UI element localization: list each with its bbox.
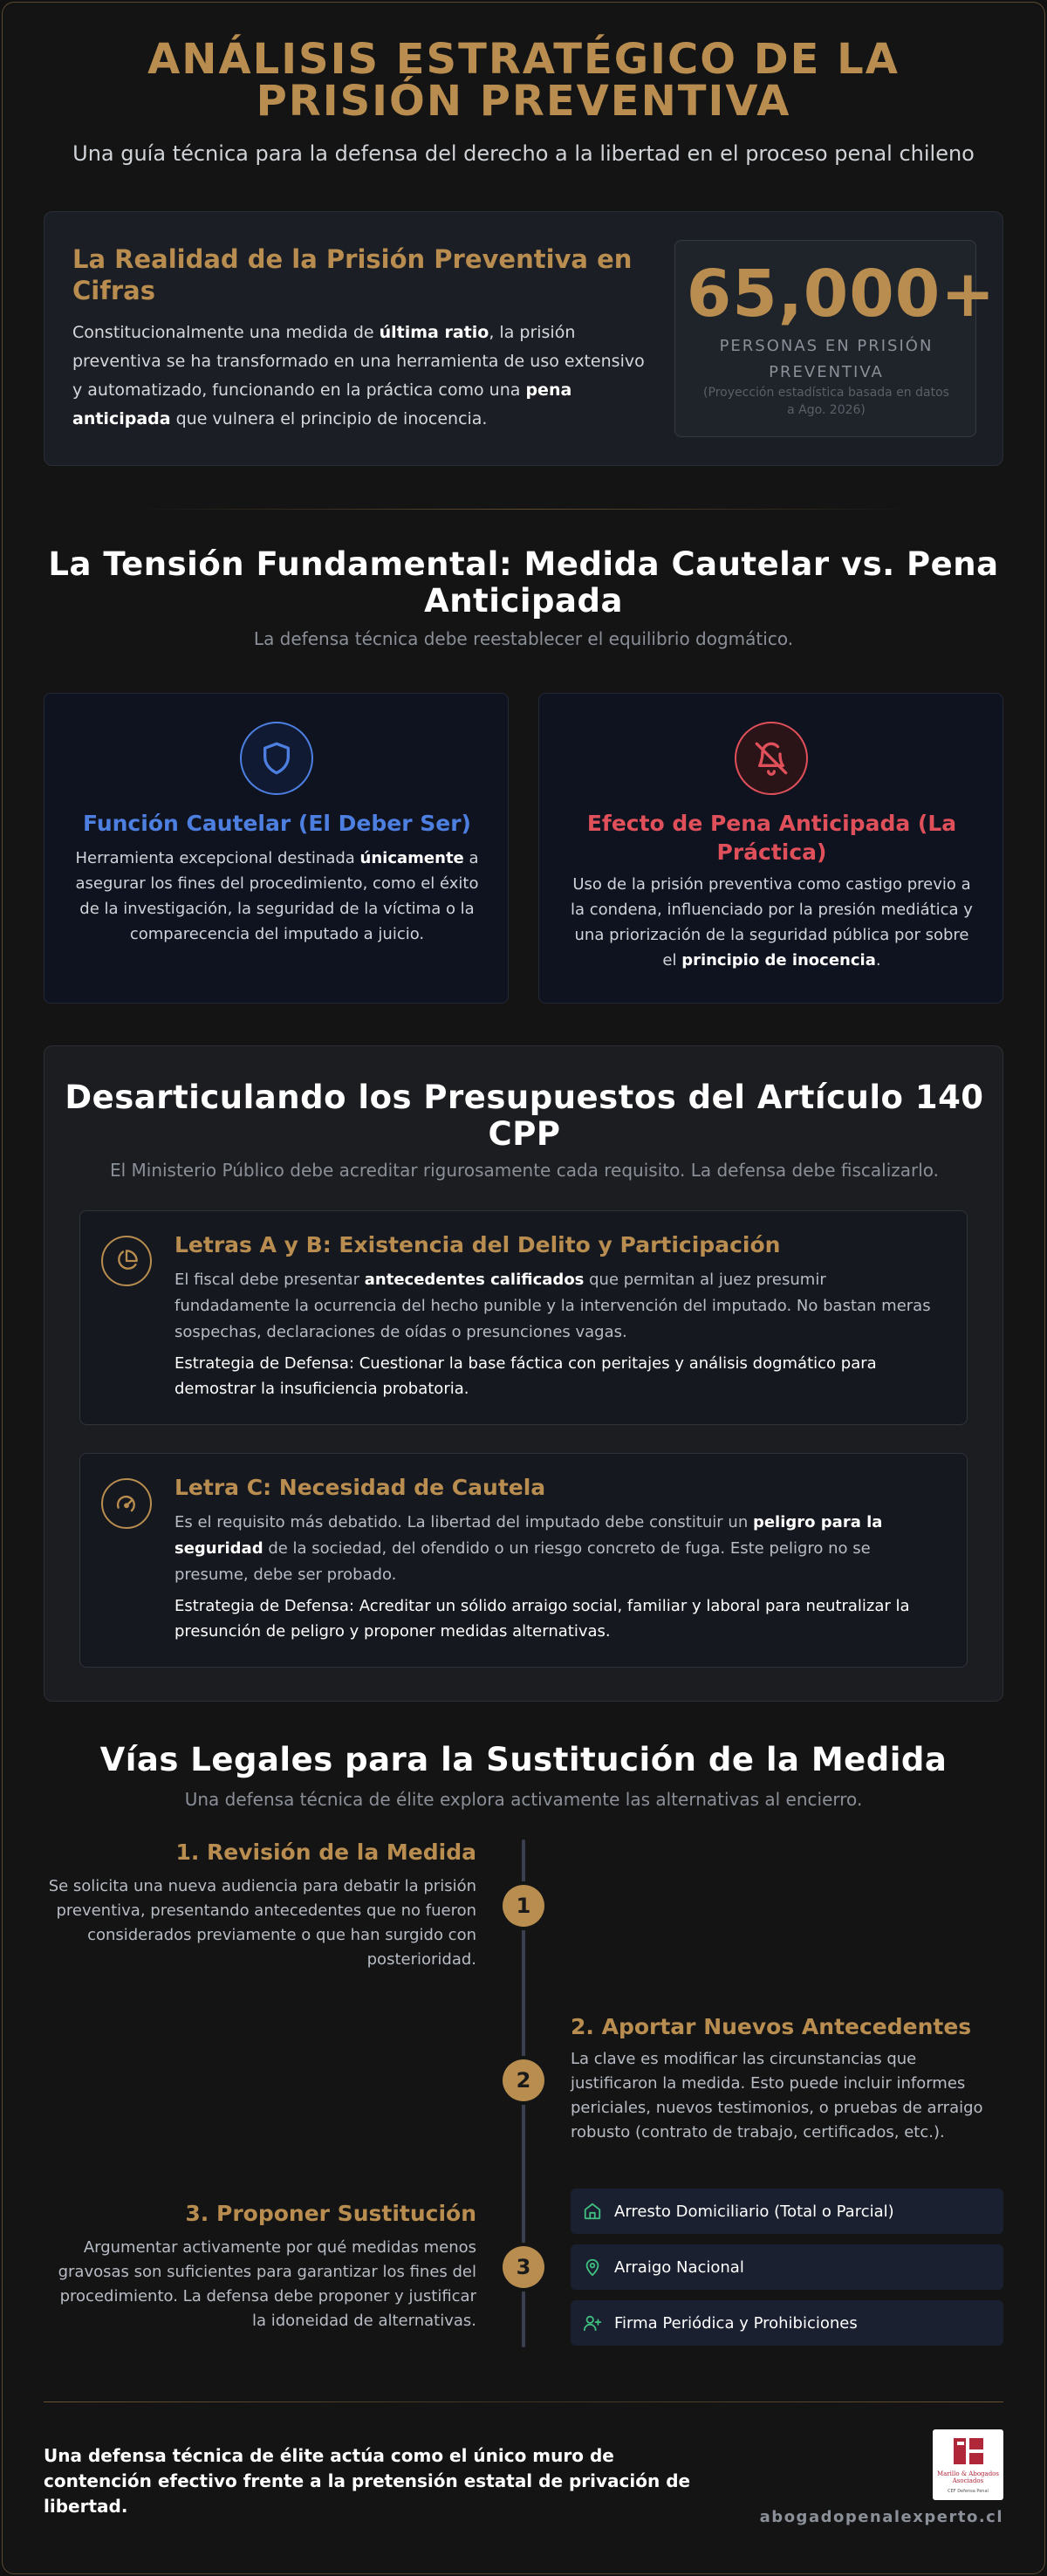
requirement-c-card xyxy=(79,1453,968,1668)
tension-title: La Tensión Fundamental: Medida Cautelar vs. Pena Anticipada xyxy=(48,545,999,620)
alternative-label: Arraigo Nacional xyxy=(614,2257,744,2277)
shield-icon xyxy=(240,722,313,795)
page-subtitle: Una guía técnica para la defensa del derecho a la libertad en el proceso penal chileno xyxy=(72,141,975,166)
footer-statement: Una defensa técnica de élite actúa como el único muro de contención efectivo frente a la pretensión estatal de privación de libertad. xyxy=(44,2445,691,2517)
alternative-periodic-signature xyxy=(571,2300,1003,2346)
article-140-card xyxy=(44,1045,1003,1702)
alternative-label: Arresto Domiciliario (Total o Parcial) xyxy=(614,2202,894,2221)
website-link[interactable]: abogadopenalexperto.cl xyxy=(759,2508,1003,2526)
step-3-marker: 3 xyxy=(503,2246,544,2288)
pena-title: Efecto de Pena Anticipada (La Práctica) xyxy=(586,811,957,865)
routes-subtitle: Una defensa técnica de élite explora activamente las alternativas al encierro. xyxy=(184,1789,863,1810)
requirement-c-title: Letra C: Necesidad de Cautela xyxy=(174,1475,546,1500)
routes-title: Vías Legales para la Sustitución de la Medida xyxy=(99,1741,948,1778)
step-3-title: 3. Proponer Sustitución xyxy=(185,2201,476,2226)
alternative-label: Firma Periódica y Prohibiciones xyxy=(614,2313,858,2333)
requirement-c-text: Es el requisito más debatido. La libertad del imputado debe constituir un peligro para la seguridad de la sociedad, del ofendido o un riesgo concreto de fuga. Este peligro no se presume, debe ser probado. xyxy=(174,1513,883,1584)
logo-name: Marillo & Abogados Asociados xyxy=(937,2470,999,2484)
step-2-text: La clave es modificar las circunstancias que justificaron la medida. Esto puede incluir informes periciales, nuevos testimonios, o pruebas de arraigo robusto (contrato de trabajo, certificados, etc.). xyxy=(571,2050,983,2141)
stat-label: PERSONAS EN PRISIÓN PREVENTIVA xyxy=(719,337,934,381)
footer-divider xyxy=(44,2401,1003,2402)
stats-card xyxy=(44,211,1003,466)
map-pin-icon xyxy=(583,2257,602,2277)
cautelar-title: Función Cautelar (El Deber Ser) xyxy=(83,811,471,836)
step-1-title: 1. Revisión de la Medida xyxy=(175,1840,476,1865)
firm-logo xyxy=(933,2429,1003,2500)
cautelar-text: Herramienta excepcional destinada únicamente a asegurar los fines del procedimiento, como el éxito de la investigación, la seguridad de la víctima o la comparecencia del imputado a juicio. xyxy=(75,849,479,943)
requirement-ab-strategy: Estrategia de Defensa: Cuestionar la base fáctica con peritajes y análisis dogmático para demostrar la insuficiencia probatoria. xyxy=(174,1354,877,1398)
pie-chart-icon xyxy=(101,1236,152,1286)
step-2-marker: 2 xyxy=(503,2059,544,2101)
step-1-text: Se solicita una nueva audiencia para debatir la prisión preventiva, presentando antecedentes que no fueron considerados previamente o que han surgido con posterioridad. xyxy=(48,1877,476,1969)
stats-text: Constitucionalmente una medida de última ratio, la prisión preventiva se ha transformado en una herramienta de uso extensivo y automatizado, funcionando en la práctica como una pena anticipada que vulnera el principio de inocencia. xyxy=(72,323,645,428)
requirement-ab-text: El fiscal debe presentar antecedentes calificados que permitan al juez presumir fundadamente la ocurrencia del hecho punible y la intervención del imputado. No bastan meras sospechas, declaraciones de oídas o presunciones vagas. xyxy=(174,1271,931,1341)
bell-off-icon xyxy=(735,722,808,795)
page-title: ANÁLISIS ESTRATÉGICO DE LA PRISIÓN PREVENTIVA xyxy=(147,35,900,126)
logo-mark-icon xyxy=(952,2436,985,2466)
alternative-national-arraigo xyxy=(571,2244,1003,2290)
divider xyxy=(131,509,916,510)
logo-tagline: CEF Defensa Penal xyxy=(948,2489,989,2494)
stats-title: La Realidad de la Prisión Preventiva en Cifras xyxy=(72,244,633,305)
gauge-icon xyxy=(101,1478,152,1529)
article-subtitle: El Ministerio Público debe acreditar rigurosamente cada requisito. La defensa debe fiscalizarlo. xyxy=(109,1160,940,1181)
pena-card xyxy=(538,693,1003,1004)
step-2-title: 2. Aportar Nuevos Antecedentes xyxy=(571,2014,972,2039)
stat-note: (Proyección estadística basada en datos a Ago. 2026) xyxy=(703,386,949,417)
alternative-house-arrest xyxy=(571,2189,1003,2234)
home-icon xyxy=(583,2202,602,2221)
step-3-text: Argumentar activamente por qué medidas menos gravosas son suficientes para garantizar los fines del procedimiento. La defensa debe proponer y justificar la idoneidad de alternativas. xyxy=(58,2238,476,2330)
user-plus-icon xyxy=(583,2313,602,2333)
article-title: Desarticulando los Presupuestos del Artículo 140 CPP xyxy=(65,1079,984,1153)
requirement-c-strategy: Estrategia de Defensa: Acreditar un sólido arraigo social, familiar y laboral para neutralizar la presunción de peligro y proponer medidas alternativas. xyxy=(174,1597,910,1641)
requirement-ab-title: Letras A y B: Existencia del Delito y Participación xyxy=(174,1232,781,1257)
tension-subtitle: La defensa técnica debe reestablecer el equilibrio dogmático. xyxy=(253,628,794,649)
pena-text: Uso de la prisión preventiva como castigo previo a la condena, influenciado por la presión mediática y una priorización de la seguridad pública por sobre el principio de inocencia. xyxy=(571,875,973,969)
step-1-marker: 1 xyxy=(503,1885,544,1927)
stat-number: 65,000+ xyxy=(686,257,996,332)
requirement-ab-card xyxy=(79,1210,968,1425)
stat-box xyxy=(674,240,996,437)
cautelar-card xyxy=(44,693,509,1004)
